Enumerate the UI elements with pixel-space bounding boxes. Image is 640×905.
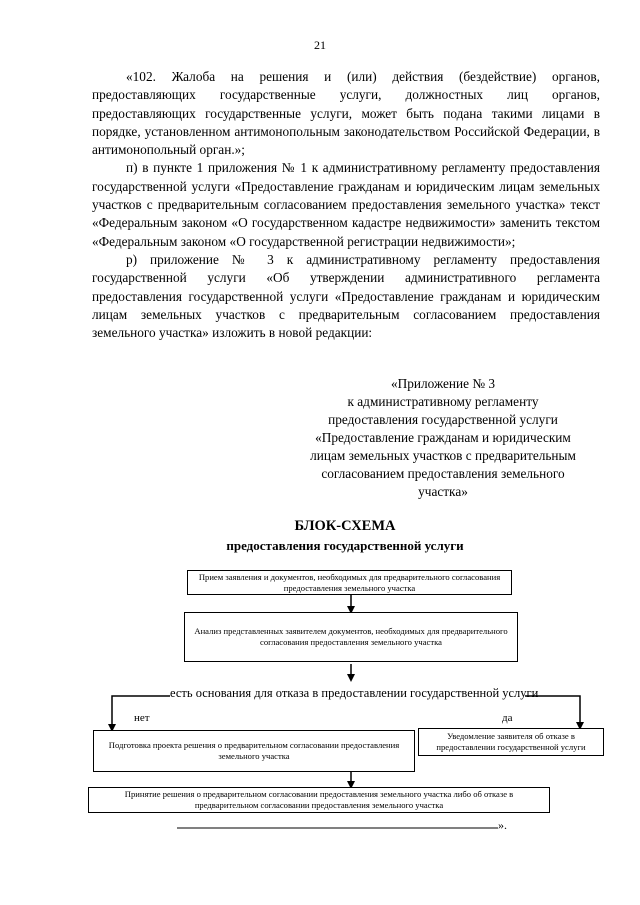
decision-text: есть основания для отказа в предоставлении государственной услуги xyxy=(170,686,539,700)
box-analysis: Анализ представленных заявителем документов, необходимых для предварительного согласования предоставления земельного участка xyxy=(184,612,518,662)
appendix-line: «Предоставление гражданам и юридическим xyxy=(315,430,571,445)
page-number: 21 xyxy=(314,38,326,52)
appendix-line: лицам земельных участков с предварительным xyxy=(310,448,576,463)
appendix-line: предоставления государственной услуги xyxy=(328,412,558,427)
appendix-line: согласованием предоставления земельного xyxy=(321,466,565,481)
box-final-decision: Принятие решения о предварительном согласовании предоставления земельного участка либо об отказе в предварительном согласовании предоставления земельного участка xyxy=(88,787,550,813)
flowchart-title: БЛОК-СХЕМА xyxy=(294,518,396,534)
appendix-line: к административному регламенту xyxy=(347,394,539,409)
box-prepare-draft: Подготовка проекта решения о предварительном согласовании предоставления земельного участка xyxy=(93,730,415,772)
appendix-line: «Приложение № 3 xyxy=(391,376,495,391)
appendix-line: участка» xyxy=(418,484,468,499)
box-receive-documents: Прием заявления и документов, необходимых для предварительного согласования предоставления земельного участка xyxy=(187,570,512,595)
paragraph-complaint: «102. Жалоба на решения и (или) действия (бездействие) органов, предоставляющих государственные услуги, должностных лиц органов, предоставляющих государственные услуги, может быть подана такими лицами в порядке, установленном антимонопольным законодательством Российской Федерации, в антимонопольный орган.»; xyxy=(92,69,600,158)
box-notify-refusal: Уведомление заявителя об отказе в предоставлении государственной услуги xyxy=(418,728,604,756)
paragraph-item-p: п) в пункте 1 приложения № 1 к административному регламенту предоставления государственной услуги «Предоставление гражданам и юридическим лицам земельных участков с предварительным согласованием предоставления земельного участка» текст «Федеральным законом «О государственном кадастре недвижимости» заменить текстом «Федеральным законом «О государственной регистрации недвижимости»; xyxy=(92,160,600,249)
paragraph-item-r: р) приложение № 3 к административному регламенту предоставления государственной услуги «Об утверждении административного регламента предоставления государственной услуги «Предоставление гражданам и юридическим лицам земельных участков с предварительным согласованием предоставления земельного участка» изложить в новой редакции: xyxy=(92,251,600,341)
flowchart-subtitle: предоставления государственной услуги xyxy=(226,538,464,553)
closing-mark: ». xyxy=(498,818,507,832)
label-no: нет xyxy=(134,712,150,724)
label-yes: да xyxy=(502,712,513,724)
